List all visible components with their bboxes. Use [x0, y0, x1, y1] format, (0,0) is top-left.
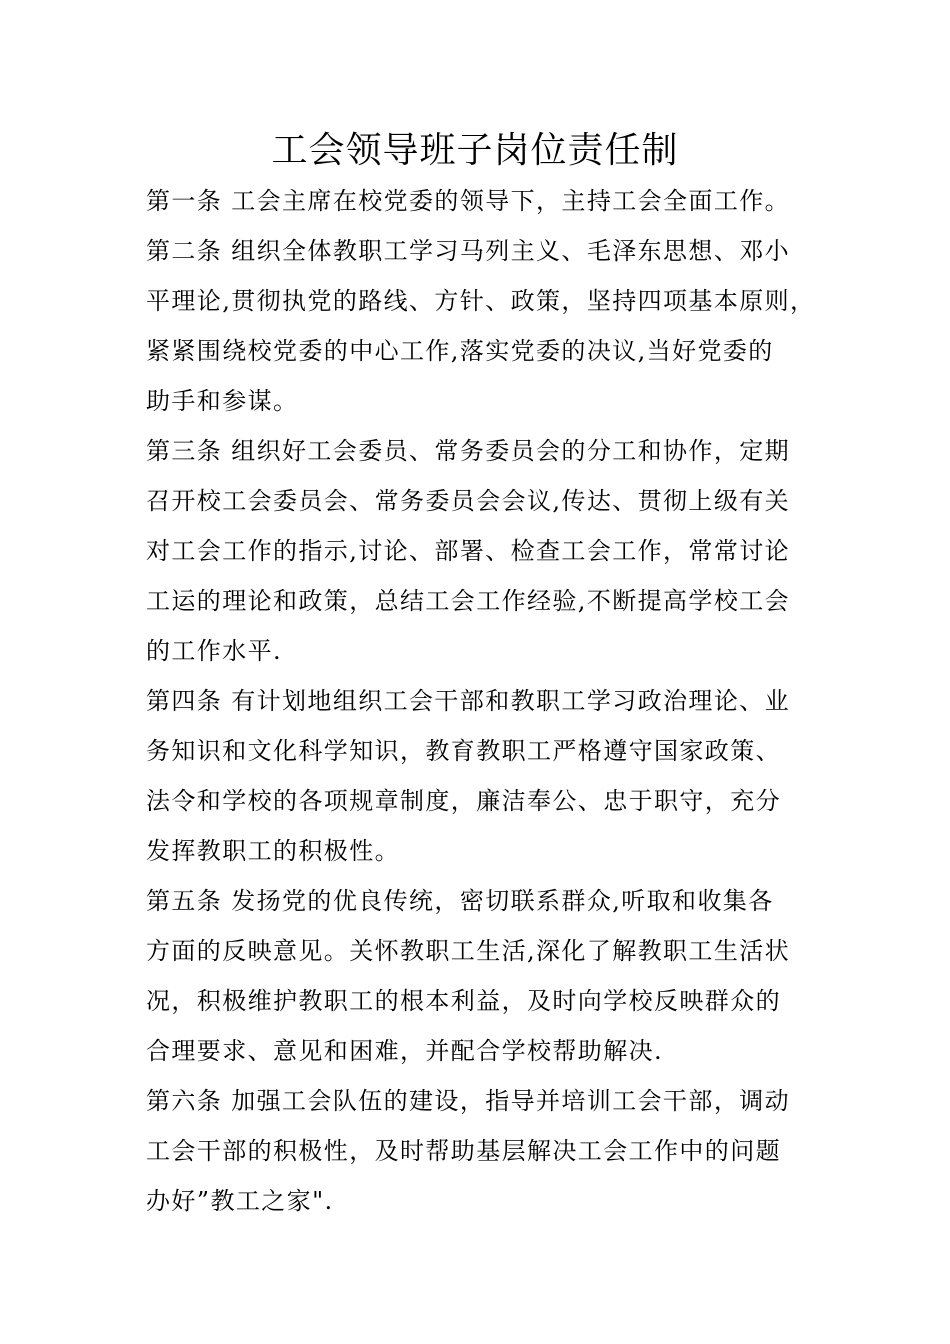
- text-line: 召开校工会委员会、常务委员会会议,传达、贯彻上级有关: [146, 487, 791, 515]
- text-line: 第一条 工会主席在校党委的领导下，主持工会全面工作。: [146, 187, 791, 215]
- text-line: 况，积极维护教职工的根本利益，及时向学校反映群众的: [146, 987, 781, 1015]
- text-line: 平理论,贯彻执党的路线、方针、政策，坚持四项基本原则，: [146, 287, 816, 315]
- text-line: 对工会工作的指示,讨论、部署、检查工会工作，常常讨论: [146, 537, 791, 565]
- text-line: 的工作水平.: [146, 637, 283, 665]
- text-line: 第二条 组织全体教职工学习马列主义、毛泽东思想、邓小: [146, 237, 791, 265]
- text-line: 第四条 有计划地组织工会干部和教职工学习政治理论、业: [146, 687, 791, 715]
- text-line: 合理要求、意见和困难，并配合学校帮助解决.: [146, 1037, 664, 1065]
- text-line: 办好”教工之家".: [146, 1187, 334, 1215]
- text-line: 工会干部的积极性，及时帮助基层解决工会工作中的问题: [146, 1137, 781, 1165]
- text-line: 发挥教职工的积极性。: [146, 837, 400, 865]
- text-line: 务知识和文化科学知识，教育教职工严格遵守国家政策、: [146, 737, 781, 765]
- text-line: 工运的理论和政策，总结工会工作经验,不断提高学校工会: [146, 587, 791, 615]
- text-line: 第六条 加强工会队伍的建设，指导并培训工会干部，调动: [146, 1087, 791, 1115]
- text-line: 方面的反映意见。关怀教职工生活,深化了解教职工生活状: [146, 937, 791, 965]
- text-line: 第五条 发扬党的优良传统，密切联系群众,听取和收集各: [146, 887, 774, 915]
- text-line: 第三条 组织好工会委员、常务委员会的分工和协作，定期: [146, 437, 791, 465]
- document-title: 工会领导班子岗位责任制: [271, 130, 679, 171]
- document-body: [146, 176, 826, 1226]
- text-line: 紧紧围绕校党委的中心工作,落实党委的决议,当好党委的: [146, 337, 774, 365]
- text-line: 法令和学校的各项规章制度，廉洁奉公、忠于职守，充分: [146, 787, 781, 815]
- text-line: 助手和参谋。: [146, 387, 299, 415]
